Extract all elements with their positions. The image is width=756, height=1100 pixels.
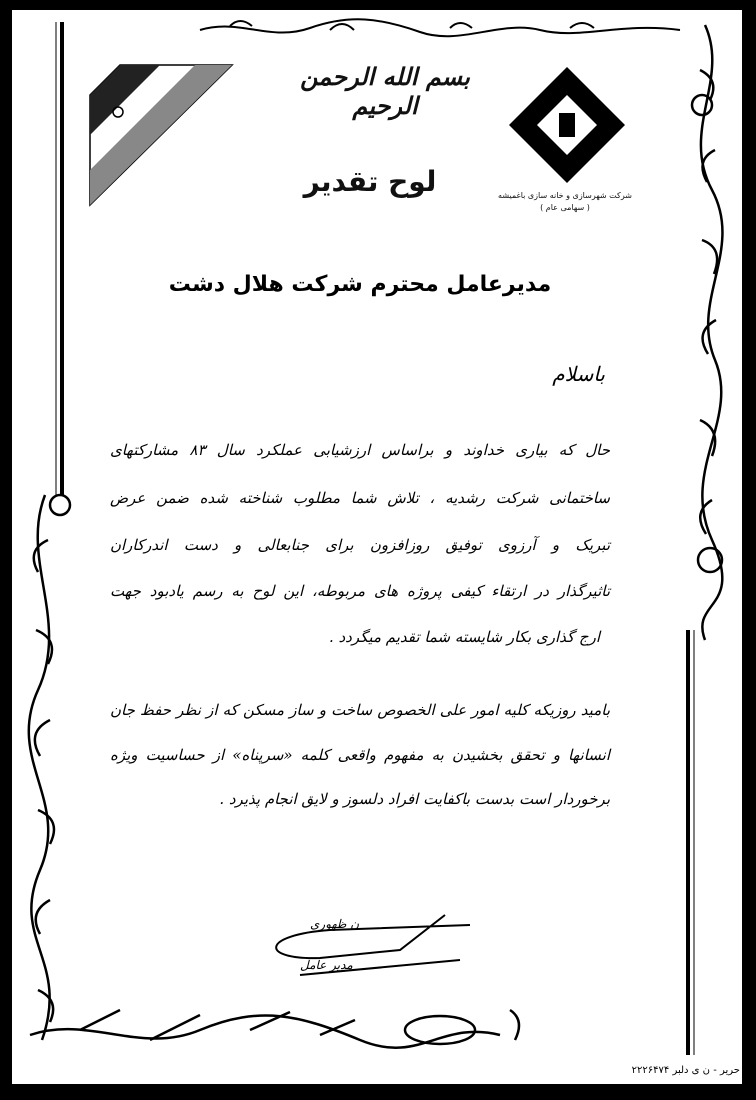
paragraph1-line: حال که بیاری خداوند و براساس ارزشیابی عملکرد سال ۸۳ مشارکتهای: [110, 441, 611, 459]
paragraph1-line: تاثیرگذار در ارتقاء کیفی پروژه های مربوطه، این لوح به رسم یادبود جهت: [110, 582, 610, 600]
bottom-vine-ornament: [30, 1010, 519, 1048]
right-vine-ornament: [692, 25, 722, 640]
signatory-role: مدیر عامل: [300, 958, 353, 972]
paragraph1-line: ارج گذاری بکار شایسته شما تقدیم میگردد .: [328, 628, 600, 646]
paragraph2-line: بامید روزیکه کلیه امور علی الخصوص ساخت و ساز مسکن که از نظر حفظ جان: [110, 701, 610, 719]
signatory-name: ن ظهوری: [310, 917, 360, 931]
bismillah-calligraphy: بسم الله الرحمن الرحیم: [300, 62, 470, 120]
company-type-text: ( سهامی عام ): [540, 203, 590, 212]
left-vine-ornament: [29, 495, 70, 1040]
paragraph2-line: برخوردار است بدست باکفایت افراد دلسوز و لایق انجام پذیرد .: [219, 790, 610, 808]
print-footer: حریر - ن ی دلبر ۲۲۲۶۴۷۴: [631, 1065, 740, 1076]
paragraph1-line: تبریک و آرزوی توفیق روزافزون برای جنابعالی و دست اندرکاران: [110, 536, 610, 554]
certificate-title: لوح تقدیر: [303, 165, 437, 198]
recipient-heading: مدیرعامل محترم شرکت هلال دشت: [168, 272, 552, 297]
company-logo: [509, 67, 625, 183]
paragraph1-line: ساختمانی شرکت رشدیه ، تلاش شما مطلوب شناخته شده ضمن عرض: [110, 489, 610, 507]
company-name-text: شرکت شهرسازی و خانه سازی باغمیشه: [498, 191, 632, 200]
top-vine-ornament: [200, 19, 680, 36]
paragraph2-line: انسانها و تحقق بخشیدن به مفهوم واقعی کلمه «سرپناه» از حساسیت ویژه: [110, 746, 610, 764]
company-name: [490, 190, 640, 214]
greeting: باسلام: [552, 362, 605, 386]
flag-emblem: [90, 65, 232, 205]
